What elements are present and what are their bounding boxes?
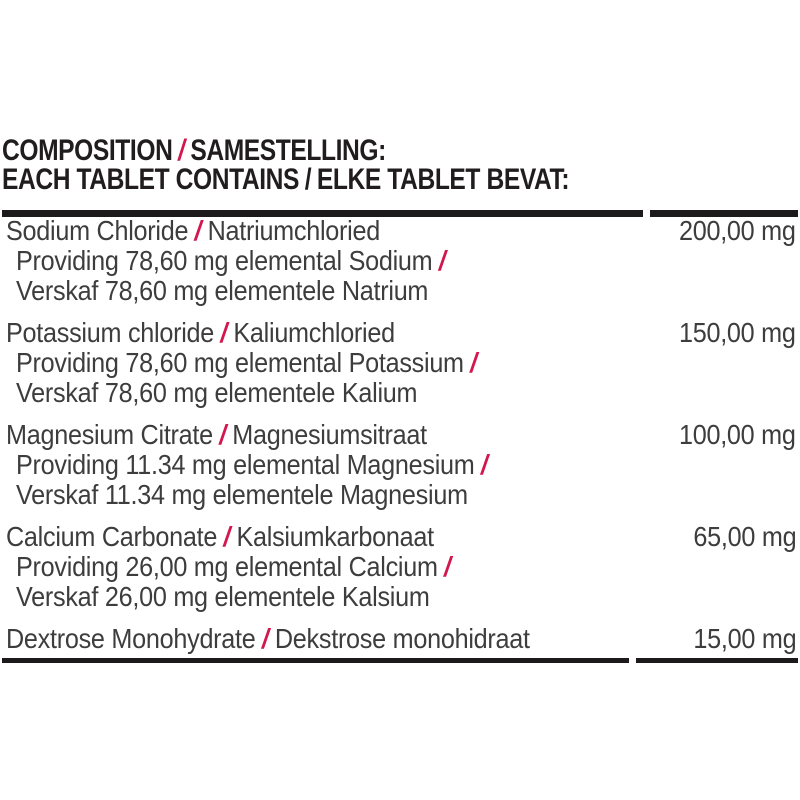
ingredient-row-calcium-carbonate [0,522,800,612]
table-bottom-rule [2,658,798,663]
language-separator-slash: / [194,215,202,246]
header-contains-en: EACH TABLET CONTAINS [2,163,300,196]
language-separator-slash: / [219,419,226,450]
header-composition-af: SAMESTELLING: [190,134,386,167]
ingredient-title-line [0,216,800,246]
language-separator-slash: / [438,245,446,276]
rule-print-gap [629,658,636,663]
verskaf-text-af: Verskaf 26,00 mg elementele Kalsium [16,581,430,612]
ingredient-title-line [0,624,800,654]
providing-line [0,246,800,276]
ingredient-table [0,216,800,654]
amount-value: 150,00 mg [679,317,796,348]
language-separator-slash: / [220,317,228,348]
ingredient-name-en: Dextrose Monohydrate [6,623,256,654]
ingredient-name-en: Calcium Carbonate [6,521,218,552]
header-line-composition [2,136,694,165]
providing-text-en: Providing 11.34 mg elemental Magnesium [16,449,475,480]
header-contains-af: ELKE TABLET BEVAT: [316,163,570,196]
providing-text-en: Providing 26,00 mg elemental Calcium [16,551,438,582]
amount-value: 200,00 mg [679,215,796,246]
ingredient-name-en: Sodium Chloride [6,215,189,246]
ingredient-row-sodium-chloride [0,216,800,306]
language-separator-slash: / [223,521,231,552]
language-separator-slash: / [261,623,269,654]
providing-text-en: Providing 78,60 mg elemental Sodium [16,245,433,276]
verskaf-text-af: Verskaf 78,60 mg elementele Natrium [16,275,429,306]
providing-line [0,348,800,378]
verskaf-text-af: Verskaf 11.34 mg elementele Magnesium [16,479,468,510]
ingredient-title-line [0,318,800,348]
header-line-each-tablet [2,165,694,194]
language-separator-slash: / [304,163,312,196]
providing-line [0,450,800,480]
verskaf-line [0,276,800,306]
language-separator-slash: / [178,134,185,167]
verskaf-text-af: Verskaf 78,60 mg elementele Kalium [16,377,418,408]
verskaf-line [0,480,800,510]
ingredient-row-potassium-chloride [0,318,800,408]
composition-header [2,136,694,194]
ingredient-name-af: Dekstrose monohidraat [274,623,530,654]
amount-value: 65,00 mg [693,521,796,552]
amount-value: 100,00 mg [679,419,796,450]
language-separator-slash: / [480,449,488,480]
ingredient-name-en: Potassium chloride [6,317,215,348]
header-composition-en: COMPOSITION [2,134,173,167]
ingredient-name-af: Kaliumchloried [233,317,395,348]
verskaf-line [0,378,800,408]
ingredient-name-af: Kalsiumkarbonaat [236,521,434,552]
ingredient-row-magnesium-citrate [0,420,800,510]
ingredient-name-af: Natriumchloried [207,215,381,246]
providing-text-en: Providing 78,60 mg elemental Potassium [16,347,464,378]
verskaf-line [0,582,800,612]
ingredient-name-af: Magnesiumsitraat [232,419,427,450]
language-separator-slash: / [444,551,451,582]
ingredient-name-en: Magnesium Citrate [6,419,213,450]
ingredient-title-line [0,420,800,450]
language-separator-slash: / [470,347,477,378]
providing-line [0,552,800,582]
ingredient-row-dextrose-monohydrate [0,624,800,654]
amount-value: 15,00 mg [693,623,796,654]
ingredient-title-line [0,522,800,552]
